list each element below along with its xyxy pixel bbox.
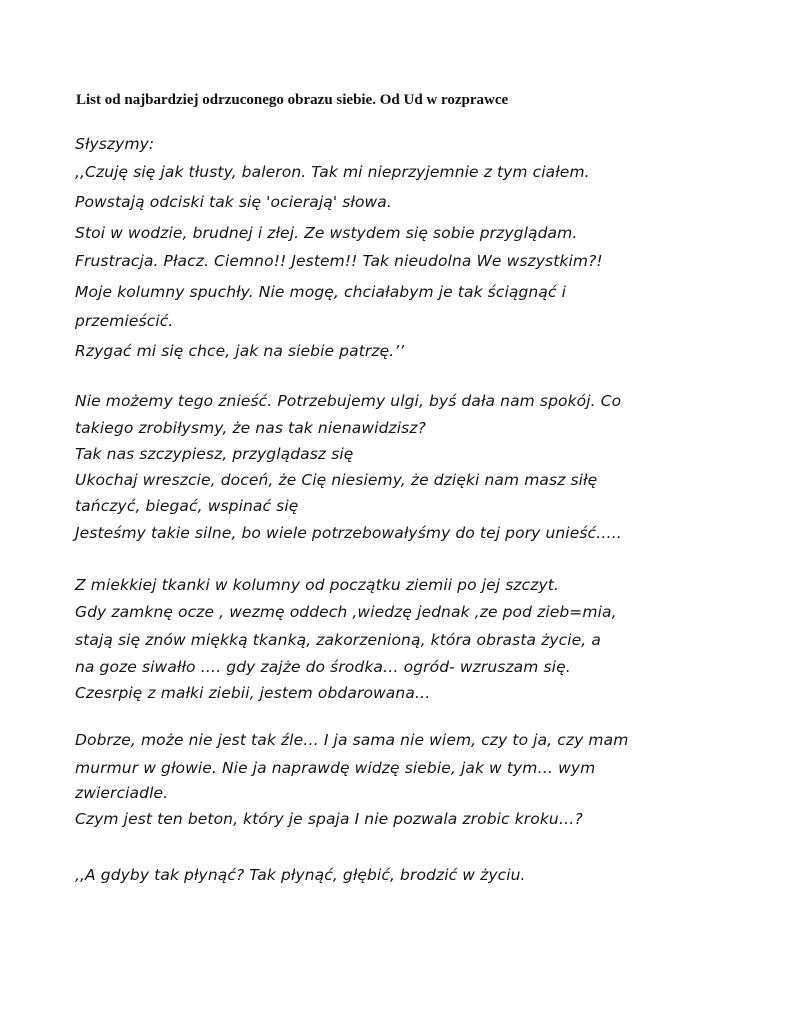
- text-line: Moje kolumny spuchły. Nie mogę, chciałabym je tak ściągnąć i: [75, 283, 566, 301]
- text-line: Słyszymy:: [75, 135, 155, 153]
- text-line: przemieścić.: [75, 312, 174, 330]
- text-line: Tak nas szczypiesz, przyglądasz się: [75, 445, 354, 463]
- text-line: ,,Czuję się jak tłusty, baleron. Tak mi nieprzyjemnie z tym ciałem.: [75, 163, 590, 181]
- text-line: takiego zrobiłysmy, że nas tak nienawidzisz?: [75, 419, 426, 437]
- text-line: tańczyć, biegać, wspinać się: [75, 497, 299, 515]
- text-line: murmur w głowie. Nie ja naprawdę widzę siebie, jak w tym… wym: [75, 759, 596, 777]
- text-line: Jesteśmy takie silne, bo wiele potrzebowałyśmy do tej pory unieść…..: [75, 524, 622, 542]
- text-line: na goze siwałło …. gdy zajże do środka… ogród- wzruszam się.: [75, 658, 571, 676]
- text-line: Gdy zamknę ocze , wezmę oddech ,wiedzę jednak ,ze pod zieb=mia,: [75, 603, 617, 621]
- text-line: Nie możemy tego znieść. Potrzebujemy ulgi, byś dała nam spokój. Co: [75, 392, 622, 410]
- text-line: Rzygać mi się chce, jak na siebie patrzę.’’: [75, 342, 405, 360]
- text-line: stają się znów miękką tkanką, zakorzenioną, która obrasta życie, a: [75, 631, 601, 649]
- text-line: zwierciadle.: [75, 784, 169, 802]
- text-line: Czesrpię z małki ziebii, jestem obdarowana…: [75, 684, 431, 702]
- text-line: ,,A gdyby tak płynąć? Tak płynąć, głębić, brodzić w życiu.: [75, 866, 526, 884]
- text-line: Powstają odciski tak się 'ocierają' słowa.: [75, 193, 392, 211]
- text-line: Dobrze, może nie jest tak źle… I ja sama nie wiem, czy to ja, czy mam: [75, 731, 629, 749]
- document-title: List od najbardziej odrzuconego obrazu siebie. Od Ud w rozprawce: [76, 92, 509, 108]
- text-line: Frustracja. Płacz. Ciemno!! Jestem!! Tak nieudolna We wszystkim?!: [75, 252, 603, 270]
- text-line: Ukochaj wreszcie, doceń, że Cię niesiemy, że dzięki nam masz siłę: [75, 471, 598, 489]
- text-line: Stoi w wodzie, brudnej i złej. Ze wstydem się sobie przyglądam.: [75, 224, 578, 242]
- text-line: Czym jest ten beton, który je spaja I nie pozwala zrobic kroku…?: [75, 810, 583, 828]
- text-line: Z miekkiej tkanki w kolumny od początku ziemii po jej szczyt.: [75, 576, 559, 594]
